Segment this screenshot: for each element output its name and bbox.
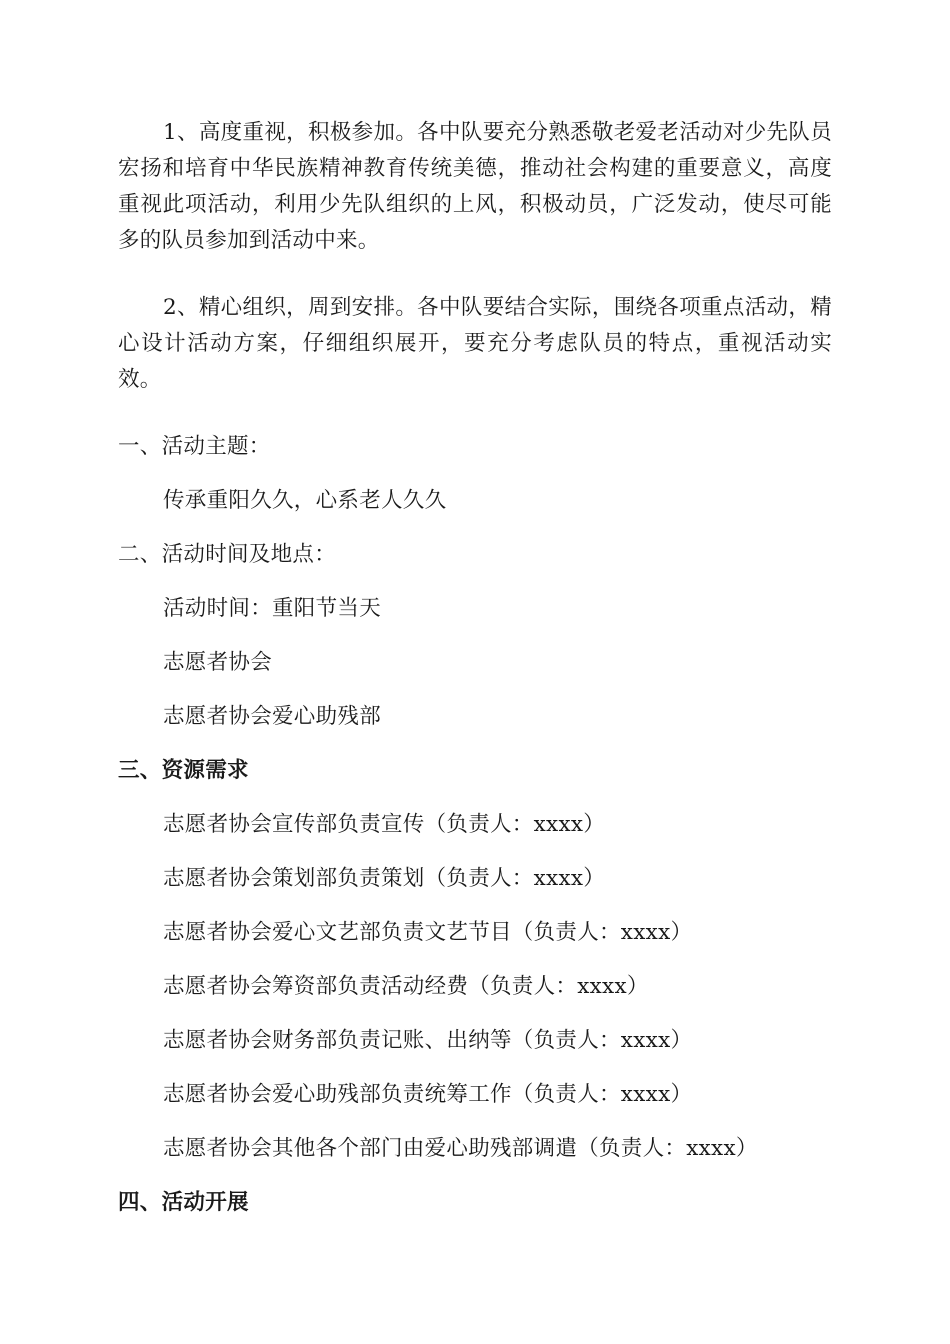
theme-item: 传承重阳久久，心系老人久久 bbox=[163, 488, 447, 513]
resource-item: 志愿者协会宣传部负责宣传（负责人：xxxx） bbox=[163, 812, 606, 837]
section-heading-resources: 三、资源需求 bbox=[118, 758, 249, 783]
resource-item: 志愿者协会爱心助残部负责统筹工作（负责人：xxxx） bbox=[163, 1082, 693, 1107]
section-heading-activity: 四、活动开展 bbox=[118, 1190, 249, 1215]
section-heading-time-place: 二、活动时间及地点： bbox=[118, 542, 337, 567]
paragraph-organization: 2、精心组织，周到安排。各中队要结合实际，围绕各项重点活动，精心设计活动方案，仔细组织展开，要充分考虑队员的特点，重视活动实效。 bbox=[118, 295, 832, 392]
time-item: 活动时间：重阳节当天 bbox=[163, 596, 382, 621]
resource-item: 志愿者协会财务部负责记账、出纳等（负责人：xxxx） bbox=[163, 1028, 693, 1053]
section-heading-theme: 一、活动主题： bbox=[118, 434, 271, 459]
resource-item: 志愿者协会其他各个部门由爱心助残部调遣（负责人：xxxx） bbox=[163, 1136, 758, 1161]
resource-item: 志愿者协会爱心文艺部负责文艺节目（负责人：xxxx） bbox=[163, 920, 693, 945]
resource-item: 志愿者协会筹资部负责活动经费（负责人：xxxx） bbox=[163, 974, 649, 999]
place-item: 志愿者协会爱心助残部 bbox=[163, 704, 382, 729]
place-item: 志愿者协会 bbox=[163, 650, 273, 675]
resource-item: 志愿者协会策划部负责策划（负责人：xxxx） bbox=[163, 866, 606, 891]
paragraph-importance: 1、高度重视，积极参加。各中队要充分熟悉敬老爱老活动对少先队员宏扬和培育中华民族精神教育传统美德，推动社会构建的重要意义，高度重视此项活动，利用少先队组织的上风，积极动员，广泛发动，使尽可能多的队员参加到活动中来。 bbox=[118, 120, 832, 253]
